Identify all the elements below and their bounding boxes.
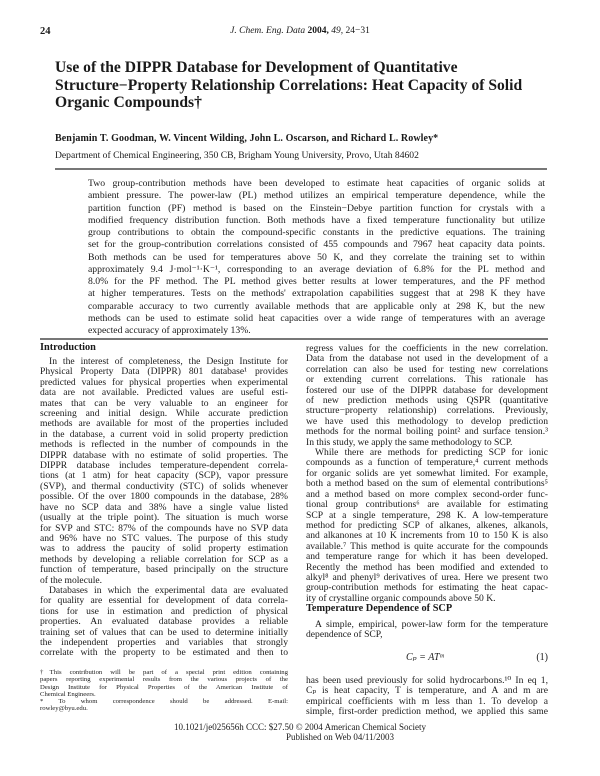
page-number: 24 [40, 26, 51, 37]
text-line: group contributions to obtain the compound-specific constants in the predictive equations. The training [88, 227, 545, 238]
intro-right-column [306, 344, 548, 604]
text-line: correlate with the property to be estimated and then to [40, 648, 288, 659]
text-line: simple, first-order prediction method, we applied this same [306, 707, 548, 718]
text-line: Both methods can be used for temperatures above 50 K, and they correlate the training set to within [88, 251, 545, 263]
text-line: approximately 9.4 J·mol⁻¹·K⁻¹, corresponding to an average deviation of 6.8% for the PL method and [88, 263, 545, 275]
text-line: or extending current correlations. This rationale has [306, 375, 548, 386]
text-line: the independent properties and variables that strongly [40, 637, 288, 648]
journal-volume: 49, [331, 26, 344, 36]
journal-citation [0, 26, 600, 36]
article-title: Use of the DIPPR Database for Development of Quantitative Structure−Property Relationship Correlations: Heat Capacity of Solid Organic Compounds† [55, 59, 523, 111]
text-line: correlation can also be used for testing new correlations [306, 364, 548, 375]
text-line: was to address the paucity of solid property estimation [40, 544, 288, 555]
divider [40, 338, 548, 340]
text-line: rowley@byu.edu. [40, 705, 88, 713]
text-line: methods can be used to estimate solid heat capacities over a wide range of temperatures with an average [88, 312, 545, 324]
text-line: SCP at a single temperature, 298 K. A low-temperature [306, 510, 548, 521]
text-line: regress values for the coefficients in the new correlation. [306, 344, 548, 354]
text-line: and 96% have no STC values. The purpose of this study [40, 533, 288, 544]
text-line: DIPPR database with no estimate of solid properties. The [40, 450, 288, 461]
text-line: for organic solids are yet somewhat limited. For example, [306, 468, 548, 479]
text-line: dependence of SCP, [306, 630, 383, 641]
text-line: and a method based on more complex second-order func- [306, 489, 548, 500]
journal-pages: 24−31 [345, 26, 370, 36]
text-line: method for predicting SCP of alkanes, alkenes, alkanols, [306, 520, 548, 531]
text-line: we have used this methodology to develop prediction [306, 416, 548, 427]
text-line: methods are available for most of the properties included [40, 419, 288, 430]
text-line: of new prediction methods using QSPR (quantitative [306, 396, 548, 407]
text-line: methods by developing a reliable correlation for SCP as a [40, 554, 288, 565]
affiliation: Department of Chemical Engineering, 350 CB, Brigham Young University, Provo, Utah 84602 [55, 150, 419, 161]
text-line: has been used previously for solid hydrocarbons.¹⁰ In eq 1, [306, 676, 548, 686]
text-line: both a method based on the sum of elemental contributions⁵ [306, 479, 548, 490]
text-line: mates that can be very valuable to an engineer for [40, 398, 288, 409]
text-line: Databases in which the experimental data are evaluated [49, 585, 288, 596]
section-heading-temperature-dependence: Temperature Dependence of SCP [306, 603, 453, 614]
text-line: partition function (PF) method is based on the Einstein−Debye partition function for crystals with a [88, 202, 545, 214]
text-line: properties. An evaluated database provides a reliable [40, 617, 288, 628]
text-line: In the interest of completeness, the Design Institute for [49, 357, 288, 367]
text-line: screening and initial design. While accurate prediction [40, 409, 288, 420]
text-line: tions for use in estimation and prediction of physical [40, 606, 288, 617]
text-line: A simple, empirical, power-law form for the temperature [315, 620, 548, 630]
text-line: ity of crystalline organic compounds above 50 K. [306, 593, 496, 604]
text-line: function of temperature, based principally on the structure [40, 565, 288, 576]
footnotes [40, 669, 288, 713]
text-line: for quality are essential for development of data correla- [40, 596, 288, 607]
text-line: DIPPR database includes temperature-dependent correla- [40, 461, 288, 472]
text-line: for SVP and STC: 87% of the compounds have no SVP data [40, 523, 288, 534]
text-line: tional group contributions⁶ are available for estimating [306, 500, 548, 511]
text-line: in the database, a current void in solid property prediction [40, 429, 288, 440]
text-line: compounds as a function of temperature,⁴ current methods [306, 458, 548, 469]
text-line: have no SCP data and 38% have a single value listed [40, 502, 288, 513]
equation-formula: Cₚ = ATᵐ [406, 652, 444, 663]
text-line: comparable accuracy to two currently available methods that are applicable only at 298 K, but the new [88, 300, 545, 312]
text-line: training set of values that can be used to determine initially [40, 627, 288, 638]
text-line: Cₚ is heat capacity, T is temperature, and A and m are [306, 686, 548, 697]
text-line: 8.0% for the PF method. The PL method gives better results at lower temperatures, and the PF method [88, 276, 545, 287]
text-line: methods for the normal boiling point² and surface tension.³ [306, 427, 548, 438]
text-line: (usually at the triple point). The situation is much worse [40, 513, 288, 524]
text-line: predicted values for physical properties when experimental [40, 377, 288, 388]
text-line: group-contribution methods for estimating the heat capac- [306, 583, 548, 594]
text-line: at higher temperatures. Tests on the methods' extrapolation capabilities suggest that at 298 K they have [88, 288, 545, 300]
text-line: set for the group-contribution correlations consisted of 455 compounds and 7967 heat capacity data points. [88, 239, 545, 251]
text-line: †This contribution will be part of a special print edition containing [40, 669, 288, 676]
text-line: data are not available. Predicted values are useful esti- [40, 388, 288, 399]
section2-paragraph [306, 620, 548, 641]
text-line: Two group-contribution methods have been developed to estimate heat capacities of organic solids at [88, 178, 545, 189]
section-heading-introduction: Introduction [40, 342, 96, 353]
text-line: (SVP), and thermal conductivity (STC) of solids whenever [40, 481, 288, 492]
journal-name: J. Chem. Eng. Data [230, 26, 306, 36]
text-line: Recently the method has been modified and extended to [306, 562, 548, 573]
text-line: ambient pressure. The power-law (PL) method utilizes an empirical temperature dependence, while the [88, 190, 545, 202]
text-line: methods is reflected in the number of compounds in the [40, 440, 288, 451]
text-line: While there are methods for predicting SCP for ionic [315, 448, 548, 459]
text-line: empirical coefficients with m less than 1. To develop a [306, 696, 548, 707]
text-line: * To whom correspondence should be addressed. E-mail: [40, 698, 288, 706]
text-line: expected accuracy of approximately 13%. [88, 325, 251, 336]
published-date: Published on Web 04/11/2003 [285, 732, 395, 742]
text-line: available.⁷ This method is quite accurate for the compounds [306, 541, 548, 552]
text-line: structure−property relationship) correlations. Previously, [306, 406, 548, 417]
abstract [88, 178, 545, 337]
text-line: and alkanones at 10 K increments from 10 to 150 K is also [306, 531, 548, 542]
doi-line: 10.1021/je025656h CCC: $27.50 © 2004 American Chemical Society [173, 722, 427, 732]
text-line: and temperature range for which it has been developed. [306, 552, 548, 563]
text-line: Physical Property Data (DIPPR) 801 database¹ provides [40, 367, 288, 378]
text-line: Design Institute for Physical Properties of the American Institute of [40, 683, 288, 691]
text-line: In this study, we apply the same methodology to SCP. [306, 437, 513, 448]
text-line: of the molecule. [40, 575, 103, 586]
text-line: modified frequency distribution function. Both methods have a fixed temperature functionality but utilize [88, 214, 545, 226]
section2-paragraph-continued [306, 676, 548, 718]
author-list: Benjamin T. Goodman, W. Vincent Wilding, John L. Oscarson, and Richard L. Rowley* [55, 133, 439, 144]
text-line: papers reporting experimental results from the various projects of the [40, 676, 288, 684]
divider [55, 168, 547, 170]
text-line: Data from the database not used in the development of a [306, 354, 548, 365]
intro-left-column [40, 357, 288, 659]
text-line: fostered our use of the DIPPR database for development [306, 385, 548, 396]
text-line: alkyl⁸ and phenyl⁹ derivatives of urea. Here we present two [306, 572, 548, 583]
equation-number: (1) [536, 652, 548, 663]
text-line: tions (at 1 atm) for heat capacity (SCP), vapor pressure [40, 471, 288, 482]
text-line: possible. Of the over 1800 compounds in the database, 28% [40, 492, 288, 503]
text-line: Chemical Engineers. [40, 690, 96, 698]
journal-year: 2004, [307, 26, 329, 36]
